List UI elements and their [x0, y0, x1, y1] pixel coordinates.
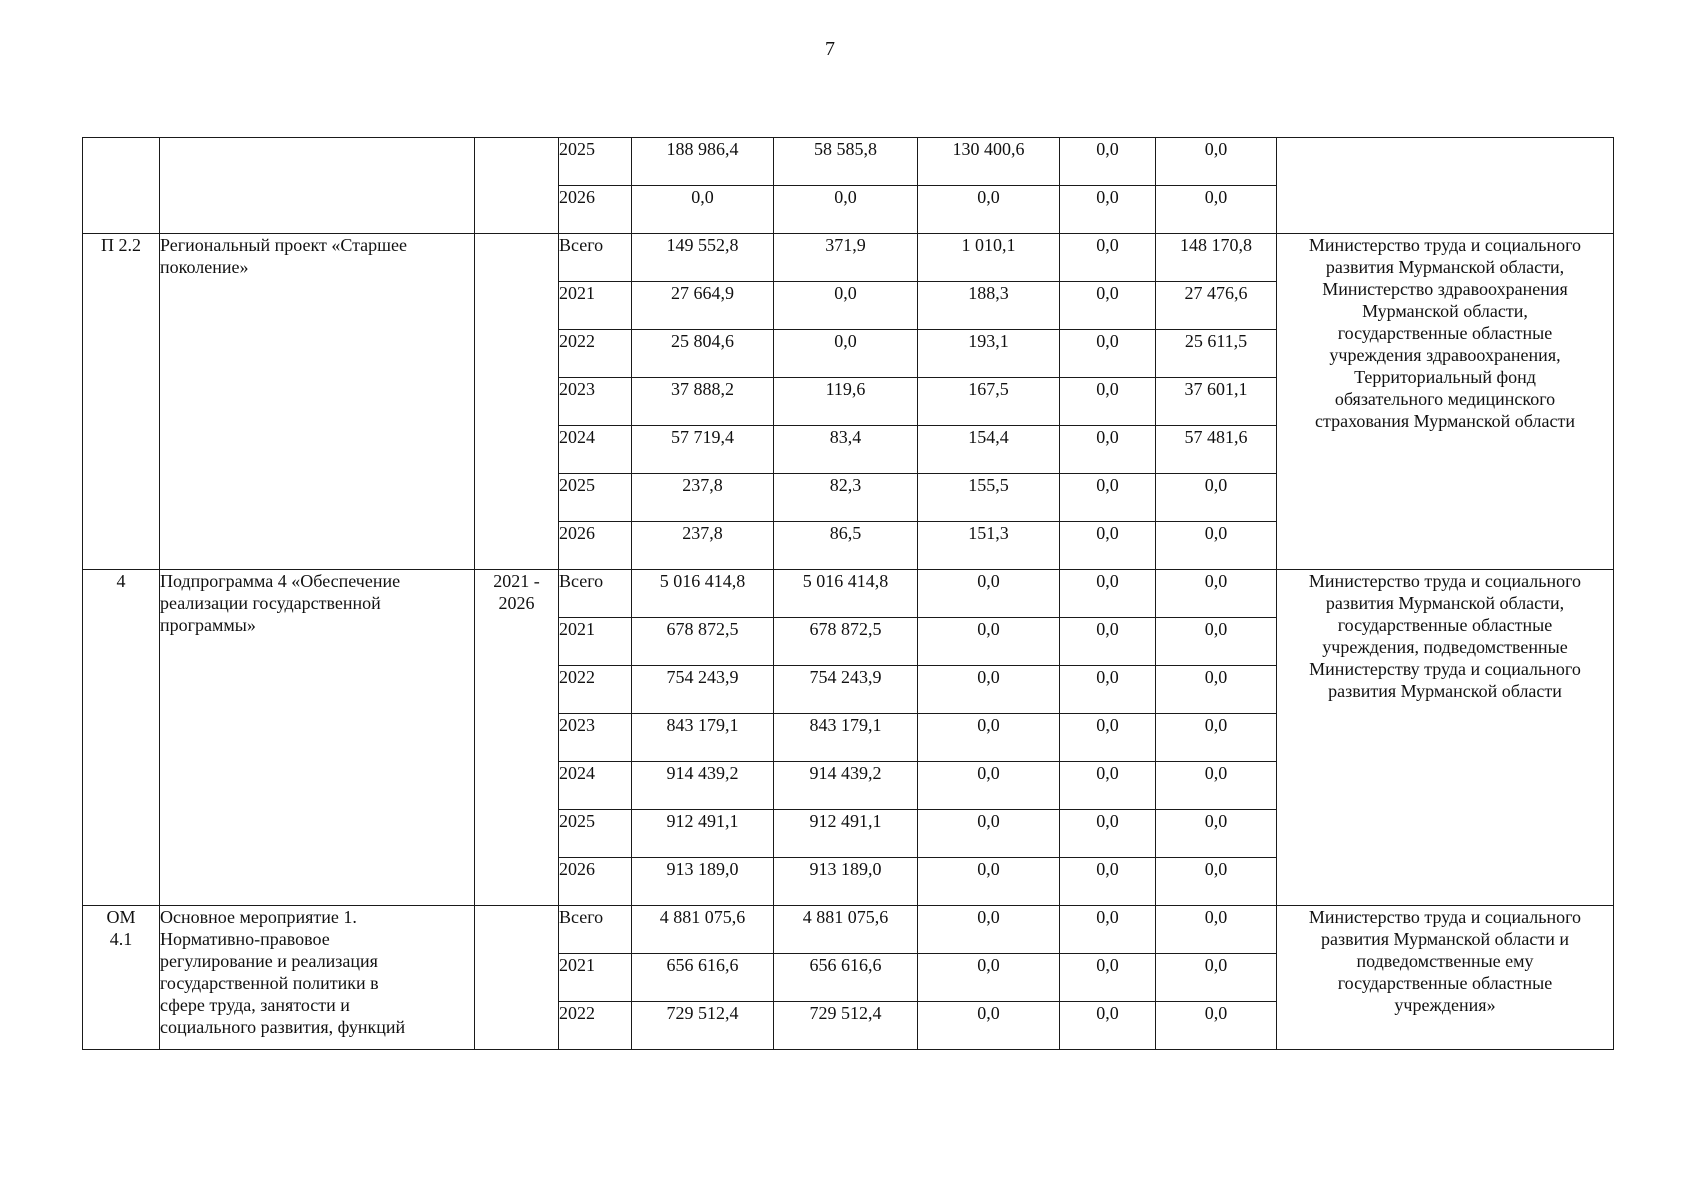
extrabudget-cell: 37 601,1 — [1156, 378, 1277, 426]
executor-line: обязательного медицинского — [1334, 389, 1556, 409]
row-period-cell — [475, 234, 559, 570]
extrabudget-cell: 0,0 — [1156, 1002, 1277, 1050]
table-row — [83, 570, 1614, 618]
row-period-cell — [475, 138, 559, 234]
total-value-cell: 0,0 — [632, 186, 774, 234]
regional-budget-cell: 188,3 — [918, 282, 1060, 330]
year-cell: Всего — [559, 570, 632, 618]
total-value-cell: 237,8 — [632, 522, 774, 570]
executor-line: государственные областные — [1337, 323, 1553, 343]
federal-budget-cell: 914 439,2 — [774, 762, 918, 810]
year-cell: Всего — [559, 234, 632, 282]
extrabudget-cell: 0,0 — [1156, 858, 1277, 906]
row-period-line: 2021 - — [493, 571, 540, 591]
federal-budget-cell: 4 881 075,6 — [774, 906, 918, 954]
regional-budget-cell: 0,0 — [918, 954, 1060, 1002]
local-budget-cell: 0,0 — [1060, 330, 1156, 378]
local-budget-cell: 0,0 — [1060, 618, 1156, 666]
regional-budget-cell: 167,5 — [918, 378, 1060, 426]
extrabudget-cell: 0,0 — [1156, 618, 1277, 666]
extrabudget-cell: 25 611,5 — [1156, 330, 1277, 378]
row-name-line: Основное мероприятие 1. — [160, 907, 357, 927]
year-cell: 2023 — [559, 378, 632, 426]
year-cell: 2026 — [559, 522, 632, 570]
regional-budget-cell: 0,0 — [918, 618, 1060, 666]
table-row — [83, 234, 1614, 282]
federal-budget-cell: 5 016 414,8 — [774, 570, 918, 618]
regional-budget-cell: 0,0 — [918, 858, 1060, 906]
executor-line: подведомственные ему — [1356, 951, 1534, 971]
total-value-cell: 678 872,5 — [632, 618, 774, 666]
federal-budget-cell: 83,4 — [774, 426, 918, 474]
year-cell: Всего — [559, 906, 632, 954]
regional-budget-cell: 0,0 — [918, 1002, 1060, 1050]
total-value-cell: 754 243,9 — [632, 666, 774, 714]
executor-cell — [1277, 570, 1614, 906]
extrabudget-cell: 0,0 — [1156, 714, 1277, 762]
regional-budget-cell: 0,0 — [918, 186, 1060, 234]
extrabudget-cell: 0,0 — [1156, 186, 1277, 234]
local-budget-cell: 0,0 — [1060, 858, 1156, 906]
federal-budget-cell: 119,6 — [774, 378, 918, 426]
federal-budget-cell: 912 491,1 — [774, 810, 918, 858]
executor-line: развития Мурманской области, — [1325, 593, 1565, 613]
extrabudget-cell: 0,0 — [1156, 474, 1277, 522]
year-cell: 2022 — [559, 1002, 632, 1050]
total-value-cell: 57 719,4 — [632, 426, 774, 474]
year-cell: 2021 — [559, 282, 632, 330]
row-code-cell — [83, 906, 160, 1050]
executor-line: страхования Мурманской области — [1315, 411, 1575, 431]
regional-budget-cell: 130 400,6 — [918, 138, 1060, 186]
regional-budget-cell: 0,0 — [918, 810, 1060, 858]
row-code-line: ОМ — [106, 907, 136, 927]
row-name-line: поколение» — [160, 257, 249, 277]
federal-budget-cell: 371,9 — [774, 234, 918, 282]
local-budget-cell: 0,0 — [1060, 954, 1156, 1002]
executor-line: Министерство труда и социального — [1308, 235, 1582, 255]
local-budget-cell: 0,0 — [1060, 762, 1156, 810]
local-budget-cell: 0,0 — [1060, 426, 1156, 474]
federal-budget-cell: 913 189,0 — [774, 858, 918, 906]
local-budget-cell: 0,0 — [1060, 714, 1156, 762]
year-cell: 2022 — [559, 330, 632, 378]
federal-budget-cell: 0,0 — [774, 186, 918, 234]
local-budget-cell: 0,0 — [1060, 810, 1156, 858]
total-value-cell: 27 664,9 — [632, 282, 774, 330]
regional-budget-cell: 0,0 — [918, 570, 1060, 618]
executor-line: Министерству труда и социального — [1309, 659, 1581, 679]
federal-budget-cell: 86,5 — [774, 522, 918, 570]
executor-line: государственные областные — [1337, 973, 1553, 993]
executor-line: Министерство труда и социального — [1308, 907, 1582, 927]
local-budget-cell: 0,0 — [1060, 1002, 1156, 1050]
row-name-line: государственной политики в — [160, 973, 379, 993]
extrabudget-cell: 27 476,6 — [1156, 282, 1277, 330]
total-value-cell: 4 881 075,6 — [632, 906, 774, 954]
local-budget-cell: 0,0 — [1060, 666, 1156, 714]
row-name-line: Подпрограмма 4 «Обеспечение — [160, 571, 401, 591]
row-name-line: регулирование и реализация — [160, 951, 378, 971]
year-cell: 2021 — [559, 618, 632, 666]
federal-budget-cell: 729 512,4 — [774, 1002, 918, 1050]
executor-cell — [1277, 234, 1614, 570]
row-name-line: Нормативно-правовое — [160, 929, 330, 949]
budget-table — [82, 137, 1614, 1050]
extrabudget-cell: 0,0 — [1156, 522, 1277, 570]
total-value-cell: 237,8 — [632, 474, 774, 522]
executor-line: учреждения здравоохранения, — [1329, 345, 1561, 365]
total-value-cell: 37 888,2 — [632, 378, 774, 426]
local-budget-cell: 0,0 — [1060, 522, 1156, 570]
total-value-cell: 149 552,8 — [632, 234, 774, 282]
executor-line: учреждения» — [1394, 995, 1496, 1015]
extrabudget-cell: 0,0 — [1156, 138, 1277, 186]
row-name-line: программы» — [160, 615, 256, 635]
row-code-line: 4.1 — [109, 929, 133, 949]
local-budget-cell: 0,0 — [1060, 378, 1156, 426]
local-budget-cell: 0,0 — [1060, 186, 1156, 234]
regional-budget-cell: 155,5 — [918, 474, 1060, 522]
row-period-cell — [475, 906, 559, 1050]
year-cell: 2025 — [559, 810, 632, 858]
executor-line: Министерство здравоохранения — [1322, 279, 1568, 299]
executor-line: Министерство труда и социального — [1308, 571, 1582, 591]
regional-budget-cell: 0,0 — [918, 666, 1060, 714]
executor-cell — [1277, 906, 1614, 1050]
executor-line: развития Мурманской области — [1328, 681, 1562, 701]
extrabudget-cell: 0,0 — [1156, 954, 1277, 1002]
federal-budget-cell: 0,0 — [774, 330, 918, 378]
year-cell: 2022 — [559, 666, 632, 714]
total-value-cell: 913 189,0 — [632, 858, 774, 906]
row-name-cell — [160, 234, 475, 570]
regional-budget-cell: 154,4 — [918, 426, 1060, 474]
year-cell: 2026 — [559, 186, 632, 234]
year-cell: 2024 — [559, 426, 632, 474]
executor-line: Мурманской области, — [1362, 301, 1528, 321]
table-row — [83, 906, 1614, 954]
local-budget-cell: 0,0 — [1060, 138, 1156, 186]
extrabudget-cell: 0,0 — [1156, 762, 1277, 810]
row-name-cell — [160, 570, 475, 906]
regional-budget-cell: 0,0 — [918, 762, 1060, 810]
year-cell: 2024 — [559, 762, 632, 810]
year-cell: 2026 — [559, 858, 632, 906]
total-value-cell: 188 986,4 — [632, 138, 774, 186]
row-name-cell — [160, 138, 475, 234]
executor-cell — [1277, 138, 1614, 234]
local-budget-cell: 0,0 — [1060, 474, 1156, 522]
table-row — [83, 138, 1614, 186]
row-name-line: Региональный проект «Старшее — [160, 235, 408, 255]
local-budget-cell: 0,0 — [1060, 570, 1156, 618]
row-code-line: 4 — [116, 571, 126, 591]
federal-budget-cell: 0,0 — [774, 282, 918, 330]
local-budget-cell: 0,0 — [1060, 282, 1156, 330]
federal-budget-cell: 58 585,8 — [774, 138, 918, 186]
total-value-cell: 843 179,1 — [632, 714, 774, 762]
local-budget-cell: 0,0 — [1060, 906, 1156, 954]
year-cell: 2021 — [559, 954, 632, 1002]
row-period-line: 2026 — [498, 593, 535, 613]
regional-budget-cell: 1 010,1 — [918, 234, 1060, 282]
total-value-cell: 25 804,6 — [632, 330, 774, 378]
executor-line: развития Мурманской области, — [1325, 257, 1565, 277]
row-code-cell — [83, 138, 160, 234]
row-code-line: П 2.2 — [101, 235, 141, 255]
page-number: 7 — [825, 38, 835, 60]
executor-line: государственные областные — [1337, 615, 1553, 635]
extrabudget-cell: 148 170,8 — [1156, 234, 1277, 282]
row-name-line: социального развития, функций — [160, 1017, 406, 1037]
row-name-cell — [160, 906, 475, 1050]
regional-budget-cell: 151,3 — [918, 522, 1060, 570]
executor-line: Территориальный фонд — [1354, 367, 1536, 387]
extrabudget-cell: 57 481,6 — [1156, 426, 1277, 474]
year-cell: 2023 — [559, 714, 632, 762]
federal-budget-cell: 843 179,1 — [774, 714, 918, 762]
row-name-line: реализации государственной — [160, 593, 381, 613]
federal-budget-cell: 678 872,5 — [774, 618, 918, 666]
federal-budget-cell: 82,3 — [774, 474, 918, 522]
federal-budget-cell: 754 243,9 — [774, 666, 918, 714]
total-value-cell: 729 512,4 — [632, 1002, 774, 1050]
total-value-cell: 5 016 414,8 — [632, 570, 774, 618]
extrabudget-cell: 0,0 — [1156, 810, 1277, 858]
total-value-cell: 912 491,1 — [632, 810, 774, 858]
row-name-line: сфере труда, занятости и — [160, 995, 350, 1015]
year-cell: 2025 — [559, 138, 632, 186]
executor-line: учреждения, подведомственные — [1322, 637, 1568, 657]
federal-budget-cell: 656 616,6 — [774, 954, 918, 1002]
year-cell: 2025 — [559, 474, 632, 522]
row-code-cell — [83, 234, 160, 570]
regional-budget-cell: 193,1 — [918, 330, 1060, 378]
extrabudget-cell: 0,0 — [1156, 570, 1277, 618]
regional-budget-cell: 0,0 — [918, 906, 1060, 954]
total-value-cell: 914 439,2 — [632, 762, 774, 810]
local-budget-cell: 0,0 — [1060, 234, 1156, 282]
row-period-cell — [475, 570, 559, 906]
extrabudget-cell: 0,0 — [1156, 666, 1277, 714]
regional-budget-cell: 0,0 — [918, 714, 1060, 762]
extrabudget-cell: 0,0 — [1156, 906, 1277, 954]
total-value-cell: 656 616,6 — [632, 954, 774, 1002]
row-code-cell — [83, 570, 160, 906]
executor-line: развития Мурманской области и — [1321, 929, 1569, 949]
